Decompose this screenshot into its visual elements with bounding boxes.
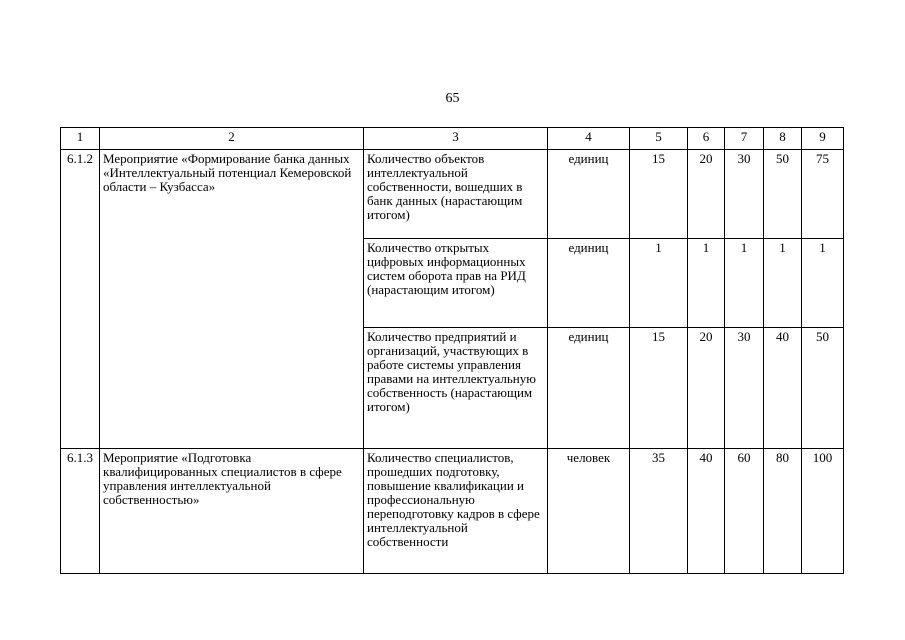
header-cell: 1	[61, 128, 100, 150]
indicator-name: Количество открытых цифровых информационных систем оборота прав на РИД (нарастающим итогом)	[364, 239, 548, 328]
header-cell: 3	[364, 128, 548, 150]
value-cell: 80	[764, 449, 802, 574]
value-cell: 40	[688, 449, 725, 574]
header-cell: 6	[688, 128, 725, 150]
value-cell: 35	[630, 449, 688, 574]
header-cell: 7	[725, 128, 764, 150]
page-number: 65	[445, 91, 460, 106]
header-cell: 5	[630, 128, 688, 150]
indicator-name: Количество предприятий и организаций, участвующих в работе системы управления правами на интеллектуальную собственность (нарастающим итогом)	[364, 328, 548, 449]
table-row	[61, 150, 844, 239]
indicator-name: Количество специалистов, прошедших подготовку, повышение квалификации и профессиональную переподготовку кадров в сфере интеллектуальной собственности	[364, 449, 548, 574]
value-cell: 1	[630, 239, 688, 328]
header-cell: 4	[548, 128, 630, 150]
header-row	[61, 128, 844, 150]
indicator-name: Количество объектов интеллектуальной собственности, вошедших в банк данных (нарастающим итогом)	[364, 150, 548, 239]
header-cell: 9	[802, 128, 844, 150]
value-cell: 75	[802, 150, 844, 239]
value-cell: 15	[630, 150, 688, 239]
unit-cell: единиц	[548, 328, 630, 449]
value-cell: 50	[802, 328, 844, 449]
header-cell: 8	[764, 128, 802, 150]
value-cell: 30	[725, 150, 764, 239]
value-cell: 1	[764, 239, 802, 328]
unit-cell: единиц	[548, 150, 630, 239]
value-cell: 30	[725, 328, 764, 449]
unit-cell: единиц	[548, 239, 630, 328]
value-cell: 15	[630, 328, 688, 449]
value-cell: 100	[802, 449, 844, 574]
value-cell: 60	[725, 449, 764, 574]
value-cell: 20	[688, 328, 725, 449]
event-name: Мероприятие «Подготовка квалифицированных специалистов в сфере управления интеллектуальной собственностью»	[100, 449, 364, 574]
value-cell: 1	[688, 239, 725, 328]
header-cell: 2	[100, 128, 364, 150]
value-cell: 20	[688, 150, 725, 239]
event-name: Мероприятие «Формирование банка данных «Интеллектуальный потенциал Кемеровской области – Кузбасса»	[100, 150, 364, 449]
value-cell: 1	[725, 239, 764, 328]
table-row	[61, 449, 844, 574]
item-number: 6.1.3	[61, 449, 100, 574]
item-number: 6.1.2	[61, 150, 100, 449]
value-cell: 40	[764, 328, 802, 449]
value-cell: 50	[764, 150, 802, 239]
unit-cell: человек	[548, 449, 630, 574]
indicators-table	[60, 127, 844, 574]
value-cell: 1	[802, 239, 844, 328]
